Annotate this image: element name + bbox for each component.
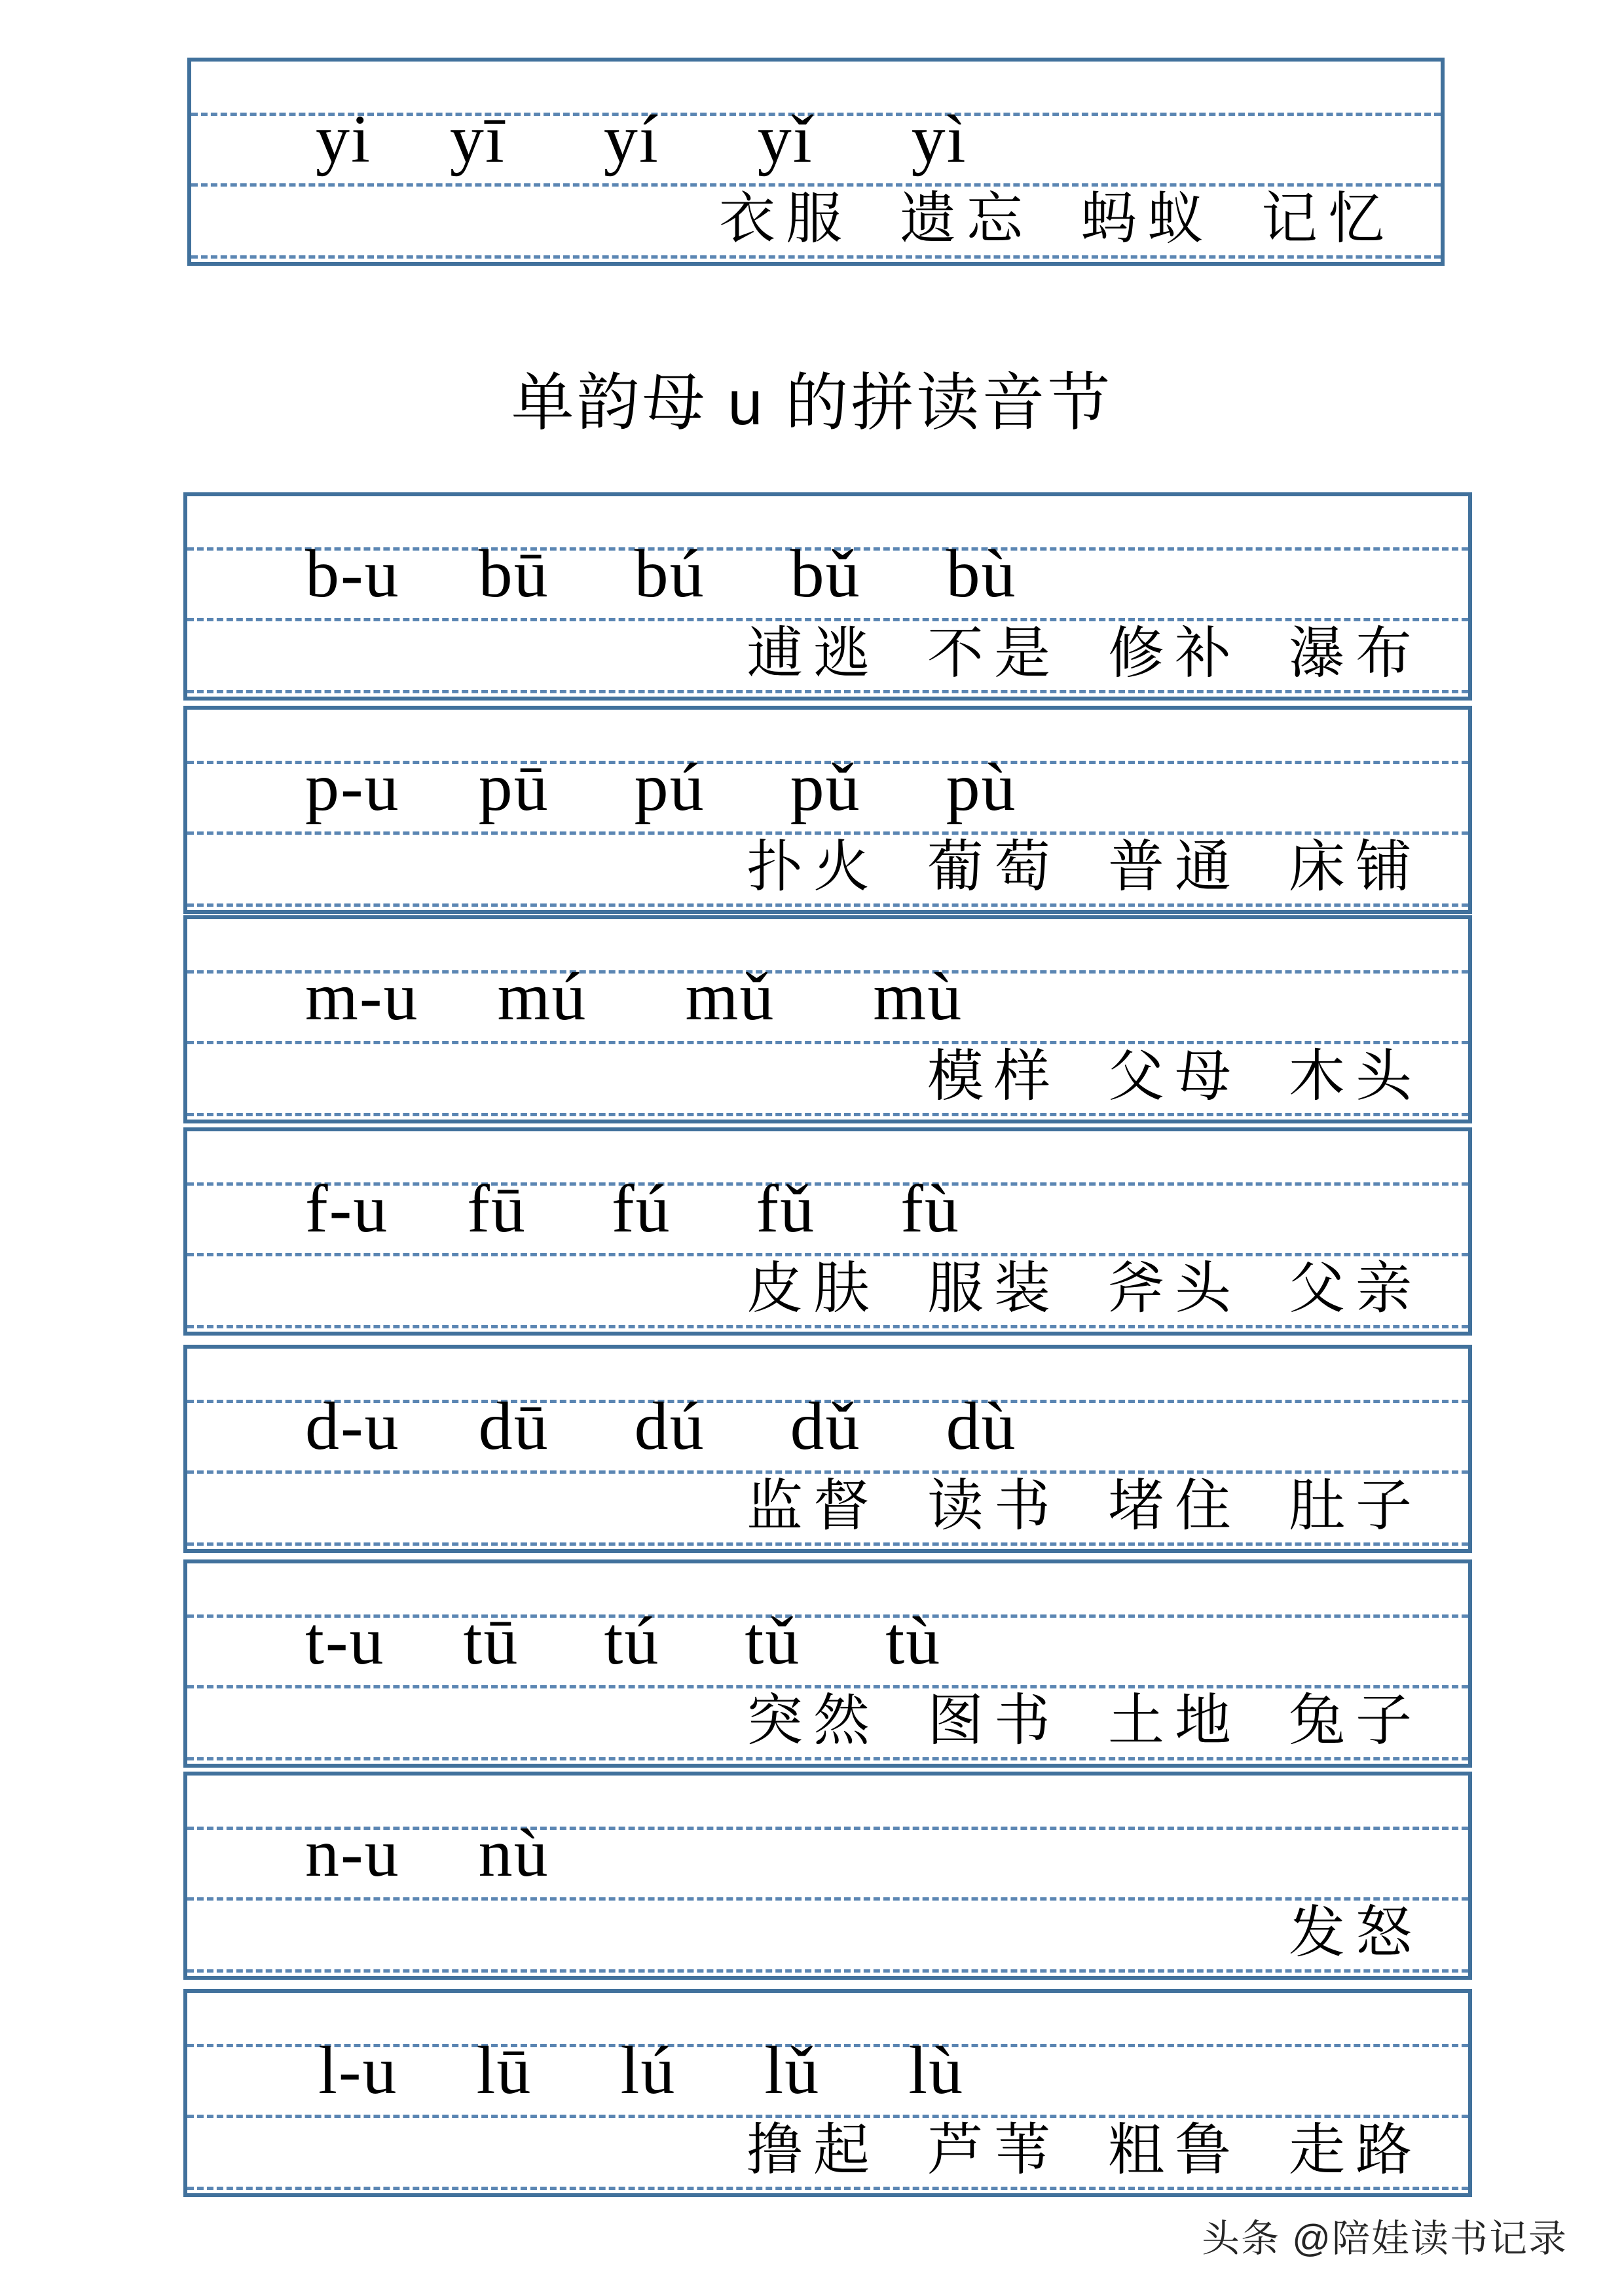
word-line-yi bbox=[191, 179, 1441, 258]
syllable-l-u-2: lú bbox=[620, 2033, 676, 2108]
practice-row-yi[interactable] bbox=[187, 58, 1445, 266]
word-f-u-1: 皮肤 bbox=[747, 1257, 880, 1320]
syllable-l-u-1: lū bbox=[476, 2033, 532, 2108]
syllable-d-u-4: dù bbox=[946, 1389, 1017, 1464]
word-n-u-1: 发怒 bbox=[1289, 1901, 1422, 1964]
word-line-l-u bbox=[187, 2111, 1468, 2189]
practice-row-d-u[interactable] bbox=[183, 1345, 1472, 1553]
word-d-u-2: 读书 bbox=[927, 1474, 1061, 1537]
word-m-u-2: 父母 bbox=[1108, 1045, 1242, 1108]
word-yi-3: 蚂蚁 bbox=[1080, 187, 1214, 250]
syllable-m-u-1: mú bbox=[497, 959, 587, 1034]
pinyin-line-n-u bbox=[187, 1804, 1468, 1903]
word-line-p-u bbox=[187, 828, 1468, 906]
word-l-u-3: 粗鲁 bbox=[1108, 2119, 1242, 2181]
syllable-yi-1: yī bbox=[449, 101, 506, 177]
word-p-u-4: 床铺 bbox=[1289, 835, 1422, 898]
pinyin-line-f-u bbox=[187, 1160, 1468, 1258]
syllable-f-u-2: fú bbox=[611, 1171, 671, 1247]
syllable-d-u-2: dú bbox=[634, 1389, 705, 1464]
practice-row-b-u[interactable] bbox=[183, 492, 1472, 701]
watermark: 头条 @陪娃读书记录 bbox=[1202, 2217, 1568, 2260]
word-line-m-u bbox=[187, 1037, 1468, 1116]
syllable-l-u-3: lǔ bbox=[764, 2033, 821, 2108]
syllable-p-u-4: pù bbox=[946, 750, 1017, 825]
pinyin-lead-f-u: f-u bbox=[305, 1171, 389, 1247]
section-title: 单韵母 u 的拼读音节 bbox=[511, 368, 1113, 438]
word-p-u-1: 扑火 bbox=[747, 835, 880, 898]
word-yi-4: 记忆 bbox=[1261, 187, 1395, 250]
syllable-t-u-3: tǔ bbox=[745, 1603, 801, 1679]
syllable-b-u-3: bǔ bbox=[790, 536, 861, 611]
word-d-u-1: 监督 bbox=[747, 1474, 880, 1537]
word-yi-1: 衣服 bbox=[719, 187, 853, 250]
word-line-f-u bbox=[187, 1249, 1468, 1328]
pinyin-line-d-u bbox=[187, 1377, 1468, 1476]
word-d-u-3: 堵住 bbox=[1108, 1474, 1242, 1537]
syllable-m-u-3: mù bbox=[873, 959, 963, 1034]
word-l-u-2: 芦苇 bbox=[927, 2119, 1061, 2181]
practice-row-f-u[interactable] bbox=[183, 1127, 1472, 1336]
word-line-t-u bbox=[187, 1681, 1468, 1760]
syllable-t-u-2: tú bbox=[604, 1603, 660, 1679]
word-yi-2: 遗忘 bbox=[900, 187, 1033, 250]
word-t-u-4: 兔子 bbox=[1289, 1689, 1422, 1752]
word-line-b-u bbox=[187, 614, 1468, 693]
practice-row-t-u[interactable] bbox=[183, 1559, 1472, 1768]
practice-row-n-u[interactable] bbox=[183, 1772, 1472, 1980]
syllable-d-u-1: dū bbox=[478, 1389, 549, 1464]
pinyin-lead-l-u: l-u bbox=[318, 2033, 398, 2108]
syllable-n-u-1: nù bbox=[478, 1815, 549, 1891]
pinyin-line-l-u bbox=[187, 2022, 1468, 2120]
syllable-f-u-1: fū bbox=[467, 1171, 526, 1247]
word-m-u-3: 木头 bbox=[1289, 1045, 1422, 1108]
syllable-p-u-3: pǔ bbox=[790, 750, 861, 825]
pinyin-line-b-u bbox=[187, 525, 1468, 623]
word-line-d-u bbox=[187, 1467, 1468, 1545]
word-b-u-3: 修补 bbox=[1108, 622, 1242, 685]
word-f-u-4: 父亲 bbox=[1289, 1257, 1422, 1320]
syllable-yi-4: yì bbox=[911, 101, 967, 177]
syllable-t-u-1: tū bbox=[463, 1603, 519, 1679]
pinyin-line-m-u bbox=[187, 948, 1468, 1046]
syllable-b-u-2: bú bbox=[634, 536, 705, 611]
pinyin-lead-yi: yi bbox=[316, 101, 371, 177]
word-f-u-2: 服装 bbox=[927, 1257, 1061, 1320]
syllable-f-u-3: fǔ bbox=[756, 1171, 816, 1247]
word-l-u-4: 走路 bbox=[1289, 2119, 1422, 2181]
word-t-u-3: 土地 bbox=[1108, 1689, 1242, 1752]
word-p-u-3: 普通 bbox=[1108, 835, 1242, 898]
word-f-u-3: 斧头 bbox=[1108, 1257, 1242, 1320]
syllable-m-u-2: mǔ bbox=[685, 959, 775, 1034]
pinyin-lead-m-u: m-u bbox=[305, 959, 419, 1034]
syllable-p-u-1: pū bbox=[478, 750, 549, 825]
syllable-l-u-4: lù bbox=[908, 2033, 965, 2108]
syllable-t-u-4: tù bbox=[885, 1603, 942, 1679]
pinyin-line-yi bbox=[191, 90, 1441, 189]
word-b-u-2: 不是 bbox=[927, 622, 1061, 685]
word-b-u-4: 瀑布 bbox=[1289, 622, 1422, 685]
syllable-p-u-2: pú bbox=[634, 750, 705, 825]
word-m-u-1: 模样 bbox=[927, 1045, 1061, 1108]
word-p-u-2: 葡萄 bbox=[927, 835, 1061, 898]
practice-row-p-u[interactable] bbox=[183, 706, 1472, 914]
syllable-yi-3: yǐ bbox=[757, 101, 813, 177]
pinyin-lead-p-u: p-u bbox=[305, 750, 400, 825]
syllable-d-u-3: dǔ bbox=[790, 1389, 861, 1464]
syllable-b-u-1: bū bbox=[478, 536, 549, 611]
syllable-yi-2: yí bbox=[603, 101, 659, 177]
pinyin-line-p-u bbox=[187, 738, 1468, 837]
pinyin-lead-b-u: b-u bbox=[305, 536, 400, 611]
word-t-u-2: 图书 bbox=[927, 1689, 1061, 1752]
syllable-b-u-4: bù bbox=[946, 536, 1017, 611]
practice-row-l-u[interactable] bbox=[183, 1989, 1472, 2197]
word-d-u-4: 肚子 bbox=[1289, 1474, 1422, 1537]
word-b-u-1: 逋逃 bbox=[747, 622, 880, 685]
pinyin-lead-n-u: n-u bbox=[305, 1815, 400, 1891]
pinyin-lead-d-u: d-u bbox=[305, 1389, 400, 1464]
practice-row-m-u[interactable] bbox=[183, 915, 1472, 1123]
pinyin-line-t-u bbox=[187, 1592, 1468, 1690]
syllable-f-u-4: fù bbox=[900, 1171, 960, 1247]
word-line-n-u bbox=[187, 1893, 1468, 1972]
pinyin-lead-t-u: t-u bbox=[305, 1603, 385, 1679]
word-l-u-1: 撸起 bbox=[747, 2119, 880, 2181]
word-t-u-1: 突然 bbox=[747, 1689, 880, 1752]
